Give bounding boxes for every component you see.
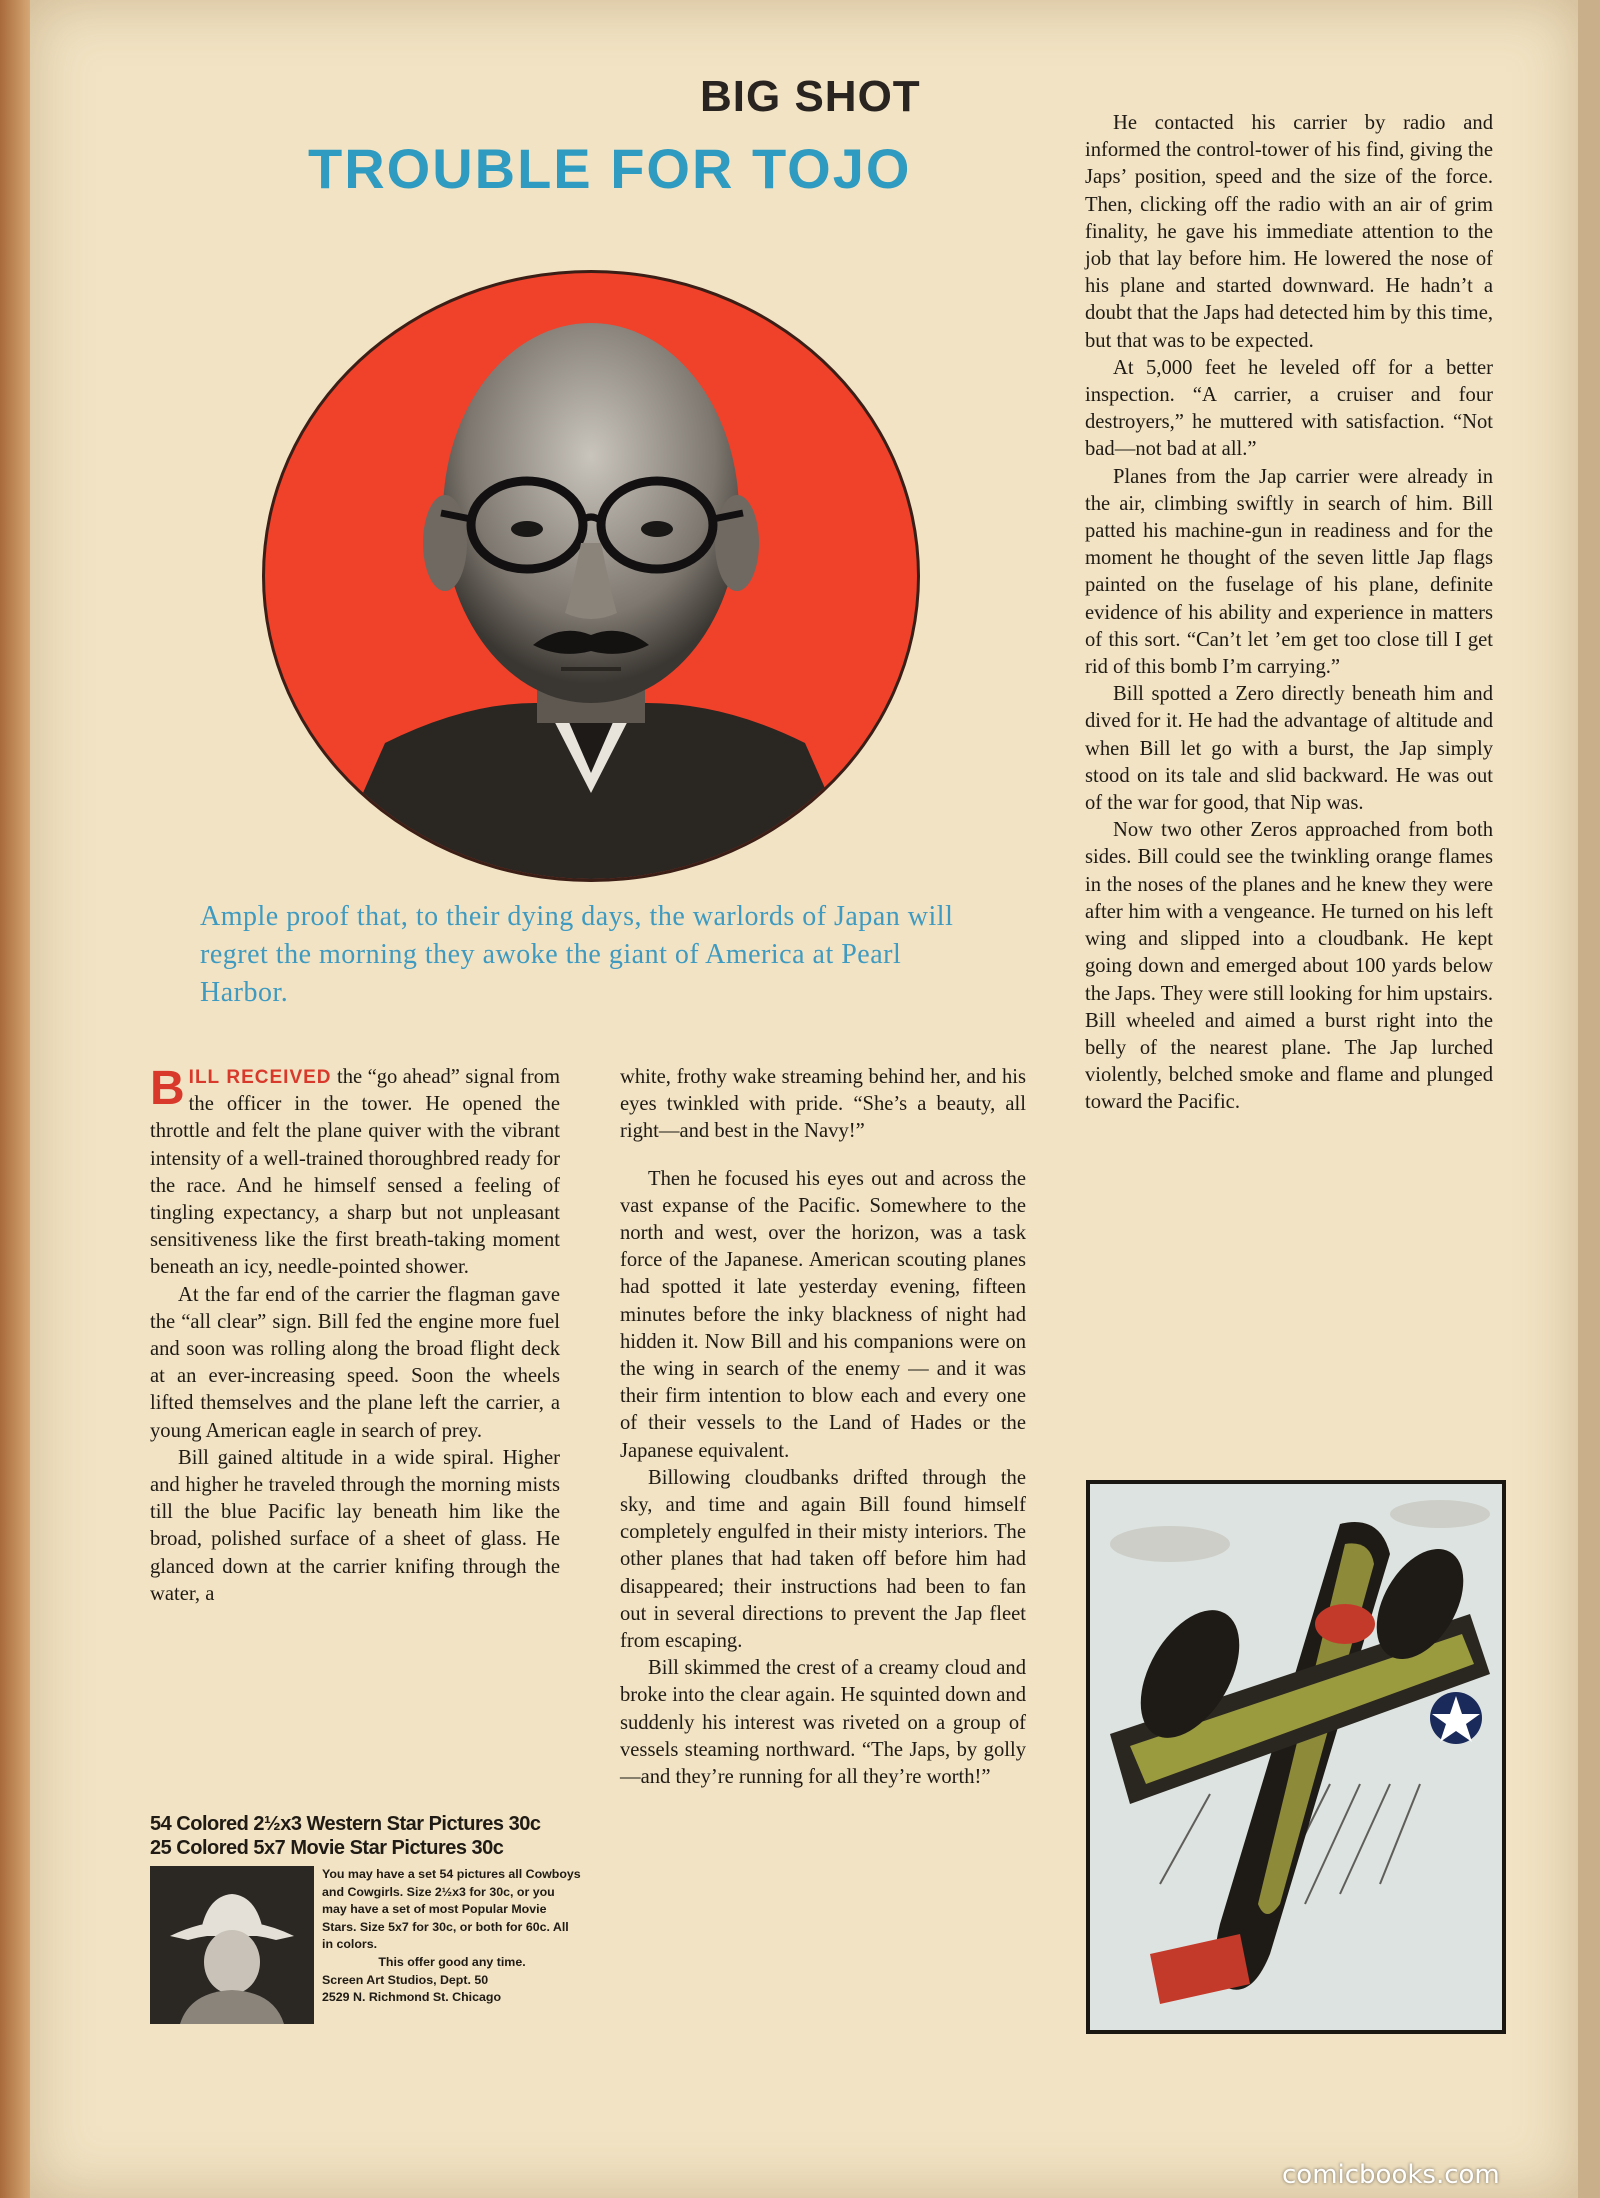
paragraph: Bill spotted a Zero directly beneath him and dived for it. He had the advantage of altitude and when Bill let go with a burst, the Jap simply stood on its tale and slid backward. He was out of the war for good, that Nip was. bbox=[1085, 683, 1493, 815]
story-column-3 bbox=[1085, 110, 1493, 1117]
ad-headline-western: 54 Colored 2½x3 Western Star Pictures 30c bbox=[150, 1813, 541, 1835]
ad-description: You may have a set 54 pictures all Cowboys and Cowgirls. Size 2½x3 for 30c, or you may have a set of most Popular Movie Stars. Size 5x7 for 30c, or both for 60c. All in colors. bbox=[322, 1867, 581, 1952]
ad-headline-movie: 25 Colored 5x7 Movie Star Pictures 30c bbox=[150, 1837, 504, 1859]
paragraph: white, frothy wake streaming behind her, and his eyes twinkled with pride. “She’s a beauty, all right—and best in the Navy!” bbox=[620, 1066, 1026, 1143]
paragraph: Billowing cloudbanks drifted through the sky, and time and again Bill found himself completely engulfed in their misty interiors. The other planes that had taken off before him had disappeared; their instructions had been to fan out in several directions to prevent the Jap fleet from escaping. bbox=[620, 1466, 1026, 1653]
fighter-plane-illustration bbox=[1090, 1484, 1502, 2030]
paragraph: Bill skimmed the crest of a creamy cloud and broke into the clear again. He squinted down and suddenly his interest was riveted on a group of vessels steaming northward. “The Japs, by golly—and they’re running for all they’re worth!” bbox=[620, 1657, 1026, 1789]
mail-order-ad bbox=[150, 1812, 582, 2024]
ad-address-line-2: 2529 N. Richmond St. Chicago bbox=[322, 1990, 502, 2005]
cowboy-photo bbox=[150, 1866, 314, 2024]
paragraph: He contacted his carrier by radio and informed the control-tower of his find, giving the Japs’ position, speed and the size of the force. Then, clicking off the radio with an air of grim finality, he gave his immediate attention to the job that lay before him. He lowered the nose of his plane and started downward. He hadn’t a doubt that the Japs had detected him by this time, but that was to be expected. bbox=[1085, 112, 1493, 352]
paragraph: Bill gained altitude in a wide spiral. Higher and higher he traveled through the morning mists till the blue Pacific lay beneath him like the broad, polished surface of a sheet of glass. He glanced down at the carrier knifing through the water, a bbox=[150, 1446, 560, 1605]
paragraph: At the far end of the carrier the flagman gave the “all clear” sign. Bill fed the engine more fuel and soon was rolling along the broad flight deck at an ever-increasing speed. Soon the wheels lifted themselves and the plane left the carrier, a young American eagle in search of prey. bbox=[150, 1283, 560, 1442]
story-subtitle: Ample proof that, to their dying days, the warlords of Japan will regret the morning they awoke the giant of America at Pearl Harbor. bbox=[200, 901, 954, 1008]
story-column-1 bbox=[150, 1064, 560, 1608]
tojo-portrait bbox=[262, 270, 920, 882]
paragraph bbox=[150, 1064, 560, 1282]
paragraph-text: the “go ahead” signal from the officer in the tower. He opened the throttle and felt the plane quiver with the vibrant intensity of a well-trained thoroughbred ready for the race. And he himself sensed a feeling of tingling expectancy, a sharp but not unpleasant sensitiveness like the first breath-taking moment beneath an icy, needle-pointed shower. bbox=[150, 1066, 561, 1279]
story-title: TROUBLE FOR TOJO bbox=[308, 137, 912, 200]
paragraph: Now two other Zeros approached from both sides. Bill could see the twinkling orange flames in the noses of the planes and he knew they were after him with a vengeance. He turned on his left wing and slipped into a cloudbank. He kept going down and emerged about 100 yards below the Japs. They were still looking for him upstairs. Bill wheeled and aimed a burst right into the belly of the nearest plane. The Jap lurched violently, belched smoke and flame and plunged toward the Pacific. bbox=[1085, 819, 1494, 1114]
watermark: comicbooks.com bbox=[1282, 2160, 1500, 2190]
story-column-2 bbox=[620, 1064, 1026, 1791]
page-spine bbox=[0, 0, 30, 2198]
airplane-panel bbox=[1086, 1480, 1506, 2034]
drop-cap: B bbox=[150, 1062, 185, 1115]
drop-word: ILL RECEIVED bbox=[188, 1067, 332, 1088]
header-title: BIG SHOT bbox=[700, 72, 921, 121]
paragraph: Then he focused his eyes out and across the vast expanse of the Pacific. Somewhere to the north and west, over the horizon, was a task force of the Japanese. American scouting planes had spotted it late yesterday evening, fifteen minutes before the inky blackness of night had hidden it. Now Bill and his companions were on the wing in search of the enemy — and it was their firm intention to blow each and every one of their vessels to the Land of Hades or the Japanese equivalent. bbox=[620, 1167, 1026, 1462]
ad-offer: This offer good any time. bbox=[378, 1954, 526, 1969]
paragraph: Planes from the Jap carrier were already in the air, climbing swiftly in search of him. Bill patted his machine-gun in readiness and for the moment he thought of the seven little Jap flags painted on the fuselage of his plane, definite evidence of his ability and experience in matters of this sort. “Can’t let ’em get too close till I get rid of this bomb I’m carrying.” bbox=[1085, 465, 1493, 679]
ad-address-line-1: Screen Art Studios, Dept. 50 bbox=[322, 1972, 489, 1987]
portrait-illustration bbox=[265, 273, 917, 879]
paragraph: At 5,000 feet he leveled off for a better inspection. “A carrier, a cruiser and four destroyers,” he muttered with satisfaction. “Not bad—not bad at all.” bbox=[1085, 356, 1493, 461]
